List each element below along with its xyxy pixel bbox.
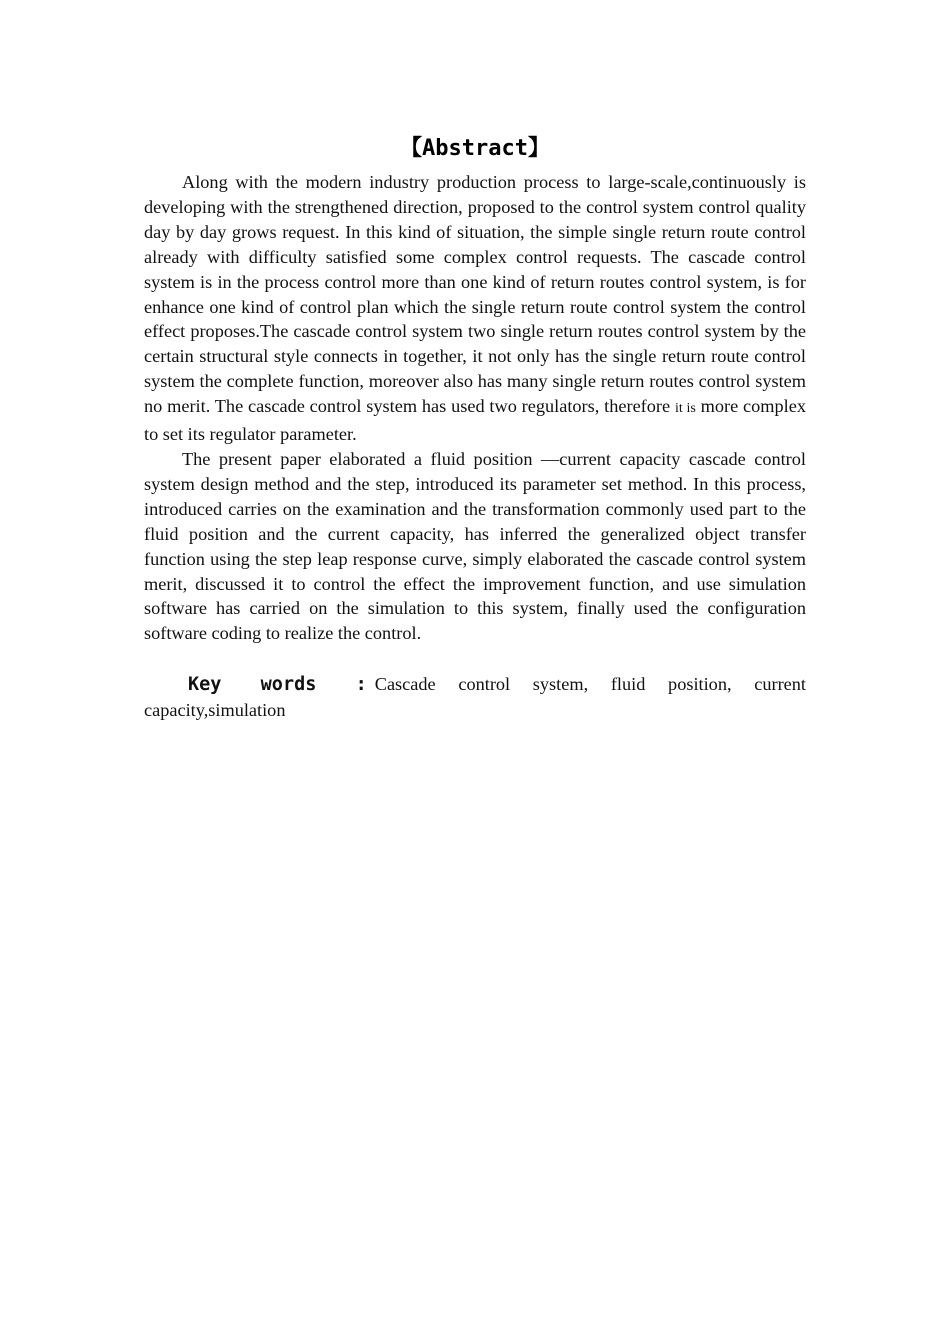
abstract-paragraph-2: The present paper elaborated a fluid position —current capacity cascade control system design method and the step, introduced its parameter set method. In this process, introduced carries on the examination and the transformation commonly used part to the fluid position and the current capacity, has inferred the generalized object transfer function using the step leap response curve, simply elaborated the cascade control system merit, discussed it to control the effect the improvement function, and use simulation software has carried on the simulation to this system, finally used the configuration software coding to realize the control.: [144, 448, 806, 644]
keywords-label: Key words :: [188, 674, 367, 696]
keywords-line: [144, 672, 806, 723]
abstract-section: [144, 132, 806, 723]
paragraph-1-text: Along with the modern industry production process to large-scale,continuously is developing with the strengthened direction, proposed to the control system control quality day by day grows request. In this kind of situation, the simple single return route control already with difficulty satisfied some complex control requests. The cascade control system is in the process control more than one kind of return routes control system, is for enhance one kind of control plan which the single return route control system the control effect proposes.The cascade control system two single return routes control system by the certain structural style connects in together, it not only has the single return route control system the complete function, moreover also has many single return routes control system no merit. The cascade control system has used two regulators, therefore: [144, 172, 806, 417]
paragraph-1-small-text: it is: [674, 401, 696, 417]
paragraph-1-text-end: more complex to set its regulator parameter.: [144, 396, 806, 445]
abstract-title: 【Abstract】: [400, 136, 550, 161]
keywords-text: Cascade control system, fluid position, current capacity,simulation: [144, 674, 806, 721]
abstract-paragraph-1: [144, 170, 806, 447]
